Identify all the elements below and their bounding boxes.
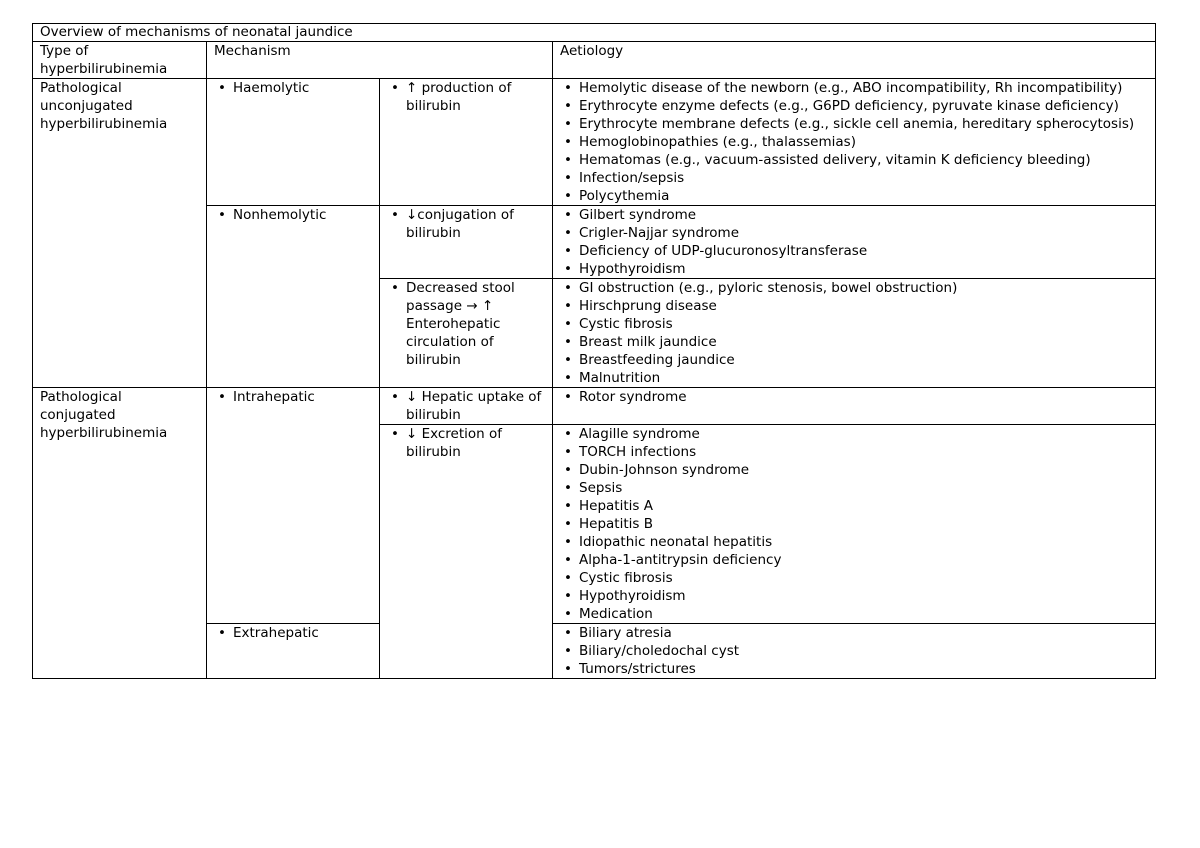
aetiology-item: • Breast milk jaundice <box>579 333 1148 351</box>
type-cell: Pathological conjugated hyperbilirubinemia <box>33 388 207 679</box>
aetiology-item: • Cystic fibrosis <box>579 315 1148 333</box>
aetiology-item: • Polycythemia <box>579 187 1148 205</box>
table-row <box>33 79 1156 206</box>
aetiology-item: • Hepatitis A <box>579 497 1148 515</box>
header-aetiology: Aetiology <box>553 42 1156 79</box>
header-row <box>33 42 1156 79</box>
aetiology-item: • Medication <box>579 605 1148 623</box>
table-caption: Overview of mechanisms of neonatal jaundice <box>33 24 1156 42</box>
aetiology-item: • Dubin-Johnson syndrome <box>579 461 1148 479</box>
detail-cell <box>380 279 553 388</box>
aetiology-item: • Biliary atresia <box>579 624 1148 642</box>
mechanism-cell <box>207 79 380 206</box>
aetiology-cell <box>553 206 1156 279</box>
aetiology-item: • Breastfeeding jaundice <box>579 351 1148 369</box>
mechanism-cell <box>207 206 380 388</box>
aetiology-item: • Gilbert syndrome <box>579 206 1148 224</box>
table-row <box>33 388 1156 425</box>
aetiology-list <box>560 79 1148 205</box>
mechanism-item: • Extrahepatic <box>233 624 372 642</box>
detail-cell <box>380 388 553 425</box>
mechanism-cell <box>207 624 380 679</box>
aetiology-list <box>560 388 1148 406</box>
aetiology-item: • Cystic fibrosis <box>579 569 1148 587</box>
caption-row <box>33 24 1156 42</box>
aetiology-item: • Tumors/strictures <box>579 660 1148 678</box>
detail-cell <box>380 206 553 279</box>
aetiology-item: • TORCH infections <box>579 443 1148 461</box>
aetiology-item: • Hemoglobinopathies (e.g., thalassemias) <box>579 133 1148 151</box>
aetiology-list <box>560 279 1148 387</box>
detail-cell <box>380 425 553 679</box>
aetiology-item: • Hypothyroidism <box>579 587 1148 605</box>
detail-item: • ↓ Excretion of bilirubin <box>406 425 545 461</box>
aetiology-item: • Alpha-1-antitrypsin deficiency <box>579 551 1148 569</box>
aetiology-item: • Malnutrition <box>579 369 1148 387</box>
mechanism-item: • Nonhemolytic <box>233 206 372 224</box>
aetiology-cell <box>553 624 1156 679</box>
detail-item: • Decreased stool passage → ↑ Enterohepatic circulation of bilirubin <box>406 279 545 369</box>
aetiology-item: • Hirschprung disease <box>579 297 1148 315</box>
mechanism-item: • Haemolytic <box>233 79 372 97</box>
table-body <box>33 24 1156 679</box>
header-type: Type of hyperbilirubinemia <box>33 42 207 79</box>
aetiology-cell <box>553 279 1156 388</box>
aetiology-list <box>560 624 1148 678</box>
aetiology-list <box>560 206 1148 278</box>
aetiology-item: • Erythrocyte membrane defects (e.g., sickle cell anemia, hereditary spherocytosis) <box>579 115 1148 133</box>
aetiology-cell <box>553 79 1156 206</box>
aetiology-item: • Deficiency of UDP-glucuronosyltransferase <box>579 242 1148 260</box>
detail-item: • ↓ Hepatic uptake of bilirubin <box>406 388 545 424</box>
jaundice-table <box>32 23 1156 679</box>
aetiology-item: • Biliary/choledochal cyst <box>579 642 1148 660</box>
aetiology-list <box>560 425 1148 623</box>
aetiology-cell <box>553 388 1156 425</box>
aetiology-item: • Hemolytic disease of the newborn (e.g., ABO incompatibility, Rh incompatibility) <box>579 79 1148 97</box>
aetiology-item: • Sepsis <box>579 479 1148 497</box>
detail-cell <box>380 79 553 206</box>
aetiology-item: • Hypothyroidism <box>579 260 1148 278</box>
aetiology-item: • Idiopathic neonatal hepatitis <box>579 533 1148 551</box>
aetiology-item: • Hepatitis B <box>579 515 1148 533</box>
type-cell: Pathological unconjugated hyperbilirubinemia <box>33 79 207 388</box>
mechanism-item: • Intrahepatic <box>233 388 372 406</box>
aetiology-item: • GI obstruction (e.g., pyloric stenosis, bowel obstruction) <box>579 279 1148 297</box>
mechanism-cell <box>207 388 380 624</box>
aetiology-item: • Crigler-Najjar syndrome <box>579 224 1148 242</box>
aetiology-item: • Infection/sepsis <box>579 169 1148 187</box>
detail-item: • ↑ production of bilirubin <box>406 79 545 115</box>
aetiology-item: • Erythrocyte enzyme defects (e.g., G6PD deficiency, pyruvate kinase deficiency) <box>579 97 1148 115</box>
aetiology-item: • Hematomas (e.g., vacuum-assisted delivery, vitamin K deficiency bleeding) <box>579 151 1148 169</box>
aetiology-item: • Rotor syndrome <box>579 388 1148 406</box>
aetiology-cell <box>553 425 1156 624</box>
detail-item: • ↓conjugation of bilirubin <box>406 206 545 242</box>
header-mechanism: Mechanism <box>207 42 553 79</box>
aetiology-item: • Alagille syndrome <box>579 425 1148 443</box>
